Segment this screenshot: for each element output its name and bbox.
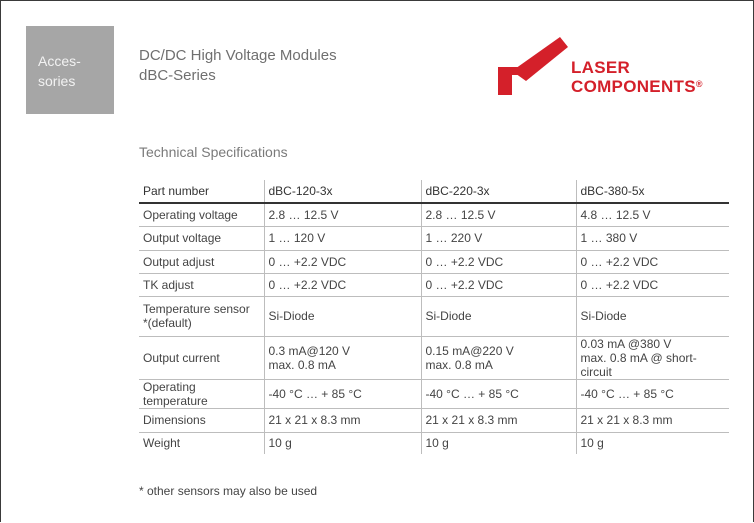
value-cell: 21 x 21 x 8.3 mm <box>576 408 729 432</box>
row-label-cell: TK adjust <box>139 273 264 296</box>
value-cell: -40 °C … + 85 °C <box>576 379 729 408</box>
value-cell: 0 … +2.2 VDC <box>576 250 729 273</box>
value-cell: 10 g <box>421 432 576 454</box>
row-label-cell: Output voltage <box>139 226 264 250</box>
value-cell: 0 … +2.2 VDC <box>264 273 421 296</box>
value-cell: Si-Diode <box>421 296 576 336</box>
tab-label-line2: sories <box>38 73 76 89</box>
table-row <box>139 273 729 296</box>
value-cell: 4.8 … 12.5 V <box>576 203 729 226</box>
table-row <box>139 296 729 336</box>
title-line2: dBC-Series <box>139 67 216 84</box>
row-label-cell: Weight <box>143 436 181 451</box>
cell-line: *(default) <box>143 316 192 330</box>
page-title <box>139 46 337 86</box>
header-cell-part: dBC-220-3x <box>421 180 576 203</box>
row-label-cell: Output adjust <box>139 250 264 273</box>
value-cell: -40 °C … + 85 °C <box>264 379 421 408</box>
row-label-cell: Operating temperature <box>139 379 264 408</box>
cell-line: 0.3 mA@120 V <box>268 343 351 358</box>
footnote: * other sensors may also be used <box>139 484 318 498</box>
company-logo <box>498 37 738 99</box>
value-cell: 21 x 21 x 8.3 mm <box>421 408 576 432</box>
cell-line: max. 0.8 mA @ short-circuit <box>580 350 697 379</box>
value-cell: 0 … +2.2 VDC <box>421 273 576 296</box>
cell-line: max. 0.8 mA <box>425 357 493 372</box>
cell-line: max. 0.8 mA <box>268 357 336 372</box>
cell-line: 0.15 mA@220 V <box>425 343 514 358</box>
header-cell-label: Part number <box>139 180 264 203</box>
value-cell <box>421 336 576 379</box>
header-cell-part: dBC-120-3x <box>264 180 421 203</box>
value-cell: Si-Diode <box>576 296 729 336</box>
title-line1: DC/DC High Voltage Modules <box>139 47 337 64</box>
tab-label-line1: Acces- <box>38 53 81 69</box>
table-row <box>139 408 729 432</box>
row-label-cell: Dimensions <box>139 408 264 432</box>
value-cell: 21 x 21 x 8.3 mm <box>264 408 421 432</box>
value-cell: -40 °C … + 85 °C <box>421 379 576 408</box>
value-cell <box>264 336 421 379</box>
value-cell: 1 … 220 V <box>421 226 576 250</box>
value-cell: 2.8 … 12.5 V <box>264 203 421 226</box>
table-row <box>139 336 729 379</box>
cell-line: Temperature sensor <box>143 302 250 316</box>
table-row <box>139 203 729 226</box>
cell-line: 0.03 mA @380 V <box>580 336 672 351</box>
table-row <box>139 226 729 250</box>
logo-text-components <box>571 77 703 97</box>
value-cell: 0 … +2.2 VDC <box>264 250 421 273</box>
value-cell: 1 … 120 V <box>264 226 421 250</box>
value-cell: 1 … 380 V <box>576 226 729 250</box>
table-row <box>139 379 729 408</box>
logo-text-components-word: COMPONENTS <box>571 77 696 96</box>
value-cell <box>576 336 729 379</box>
value-cell: 0 … +2.2 VDC <box>421 250 576 273</box>
value-cell: 10 g <box>264 432 421 454</box>
registered-mark: ® <box>695 79 703 89</box>
row-label-cell: Output current <box>139 336 264 379</box>
value-cell: 0 … +2.2 VDC <box>576 273 729 296</box>
table-row <box>139 250 729 273</box>
spec-table <box>139 180 729 454</box>
value-cell: 2.8 … 12.5 V <box>421 203 576 226</box>
logo-text-laser: LASER <box>571 58 631 77</box>
section-tab-accessories <box>26 26 114 114</box>
logo-mark-icon <box>498 37 568 99</box>
value-cell: Si-Diode <box>264 296 421 336</box>
row-label-cell <box>139 296 264 336</box>
section-title: Technical Specifications <box>139 144 288 160</box>
table-header-row <box>139 180 729 203</box>
value-cell: 10 g <box>576 432 729 454</box>
table-row <box>139 432 729 454</box>
header-cell-part: dBC-380-5x <box>576 180 729 203</box>
row-label-cell: Operating voltage <box>139 203 264 226</box>
